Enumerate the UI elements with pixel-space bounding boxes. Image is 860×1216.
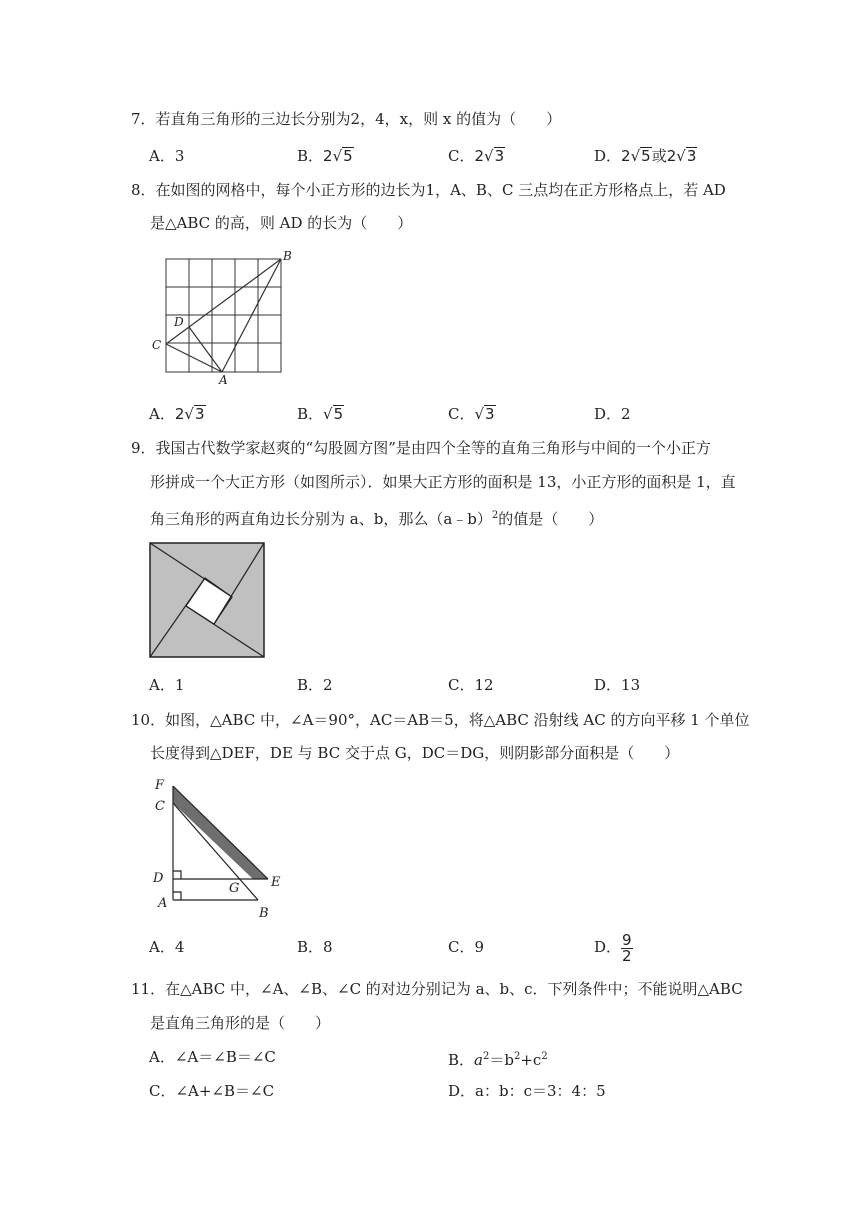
q8-option-b: [297, 404, 344, 424]
q11-option-a: [149, 1047, 276, 1067]
q10-stem-line2: 长度得到△DEF，DE 与 BC 交于点 G，DC＝DG，则阴影部分面积是（ ）: [150, 744, 680, 762]
option-letter: C．: [448, 676, 475, 694]
q9-stem-line1: 9．我国古代数学家赵爽的“勾股圆方图”是由四个全等的直角三角形与中间的一个小正方: [131, 439, 711, 457]
q8-option-d: [594, 404, 631, 424]
label-g: G: [229, 881, 240, 896]
fraction: $\frac{9}{2}$: [622, 930, 632, 965]
option-text: 1: [174, 676, 185, 694]
option-text: a：b：c＝3：4：5: [475, 1082, 606, 1100]
option-text: 2: [621, 405, 631, 423]
q8-grid-figure: [148, 248, 298, 390]
option-letter: A．: [149, 676, 175, 694]
label-a: A: [158, 896, 168, 911]
q10-option-a: [149, 937, 184, 957]
q10-translation-figure: [148, 772, 293, 924]
q9-option-a: [149, 675, 184, 695]
option-text: ∠A＝∠B＝∠C: [174, 1048, 276, 1066]
q10-stem-line1: 10．如图，△ABC 中，∠A＝90°，AC＝AB＝5，将△ABC 沿射线 AC 的方向平移 1 个单位: [131, 711, 750, 729]
q8-stem-line1: 8．在如图的网格中，每个小正方形的边长为1，A、B、C 三点均在正方形格点上，若 AD: [131, 181, 726, 199]
label-c: C: [152, 338, 162, 352]
label-f: F: [155, 778, 165, 793]
q7-option-c: [448, 146, 505, 166]
label-b: B: [283, 249, 292, 263]
option-text: 13: [621, 676, 641, 694]
q10-option-c: [448, 937, 484, 957]
option-letter: A．: [149, 405, 175, 423]
q9-option-c: [448, 675, 494, 695]
option-text: 2: [323, 676, 333, 694]
q7-option-b: [297, 146, 354, 166]
label-d: D: [174, 315, 184, 329]
sqrt-expression: 2√3: [174, 405, 205, 423]
q10-option-d: [594, 932, 633, 964]
option-letter: D．: [594, 147, 622, 165]
option-text: 4: [174, 938, 185, 956]
sqrt-expression: 2√5: [323, 147, 353, 165]
option-letter: D．: [594, 938, 622, 956]
option-text: 8: [323, 938, 333, 956]
option-letter: A．: [149, 147, 175, 165]
q11-stem-line2: 是直角三角形的是（ ）: [150, 1014, 331, 1032]
option-letter: D．: [594, 405, 622, 423]
option-letter: A．: [149, 938, 175, 956]
label-e: E: [271, 875, 281, 890]
option-letter: D．: [594, 676, 622, 694]
option-letter: D．: [448, 1082, 476, 1100]
q8-option-c: [448, 404, 496, 424]
q9-stem-line3: 角三角形的两直角边长分别为 a、b，那么（a﹣b）$^2$的值是（ ）: [150, 510, 604, 528]
q8-option-a: [149, 404, 206, 424]
option-letter: B．: [297, 938, 324, 956]
q11-option-c: [149, 1081, 274, 1101]
label-d: D: [153, 871, 164, 886]
sqrt-expression: 2√3: [474, 147, 505, 165]
option-text: 12: [474, 676, 494, 694]
q11-option-b: B．$a^2=b^2+c^2$: [448, 1051, 548, 1069]
q7-option-a: [149, 146, 184, 166]
option-letter: C．: [448, 938, 475, 956]
option-letter: A．: [149, 1048, 175, 1066]
q9-stem-line2: 形拼成一个大正方形（如图所示）．如果大正方形的面积是 13，小正方形的面积是 1，直: [150, 473, 736, 491]
q7-stem: 7．若直角三角形的三边长分别为2，4，x，则 x 的值为（ ）: [131, 110, 562, 128]
option-letter: B．: [297, 147, 324, 165]
sqrt-expression: √5: [323, 405, 344, 423]
option-text: ∠A+∠B＝∠C: [175, 1082, 275, 1100]
label-c: C: [155, 799, 165, 814]
q11-stem-line1: 11．在△ABC 中，∠A、∠B、∠C 的对边分别记为 a、b、c．下列条件中；不能说明△ABC: [131, 980, 743, 998]
option-letter: C．: [448, 147, 475, 165]
q9-option-b: [297, 675, 333, 695]
sqrt-expression: 2√3: [666, 147, 697, 165]
option-letter: B．: [297, 405, 324, 423]
sqrt-expression: 2√5: [621, 147, 651, 165]
sqrt-expression: √3: [474, 405, 495, 423]
label-a: A: [219, 373, 228, 387]
q11-option-d: [448, 1081, 606, 1101]
option-letter: B．: [448, 1051, 475, 1069]
option-text: 3: [174, 147, 185, 165]
q9-option-d: [594, 675, 640, 695]
q10-option-b: [297, 937, 333, 957]
option-text: 9: [474, 938, 485, 956]
q8-stem-line2: 是△ABC 的高，则 AD 的长为（ ）: [150, 214, 413, 232]
option-letter: B．: [297, 676, 324, 694]
q9-zhao-shuang-figure: [148, 541, 266, 659]
option-letter: C．: [149, 1082, 176, 1100]
q7-option-d: D．2√5或2√3: [594, 147, 697, 165]
option-letter: C．: [448, 405, 475, 423]
label-b: B: [259, 906, 269, 921]
